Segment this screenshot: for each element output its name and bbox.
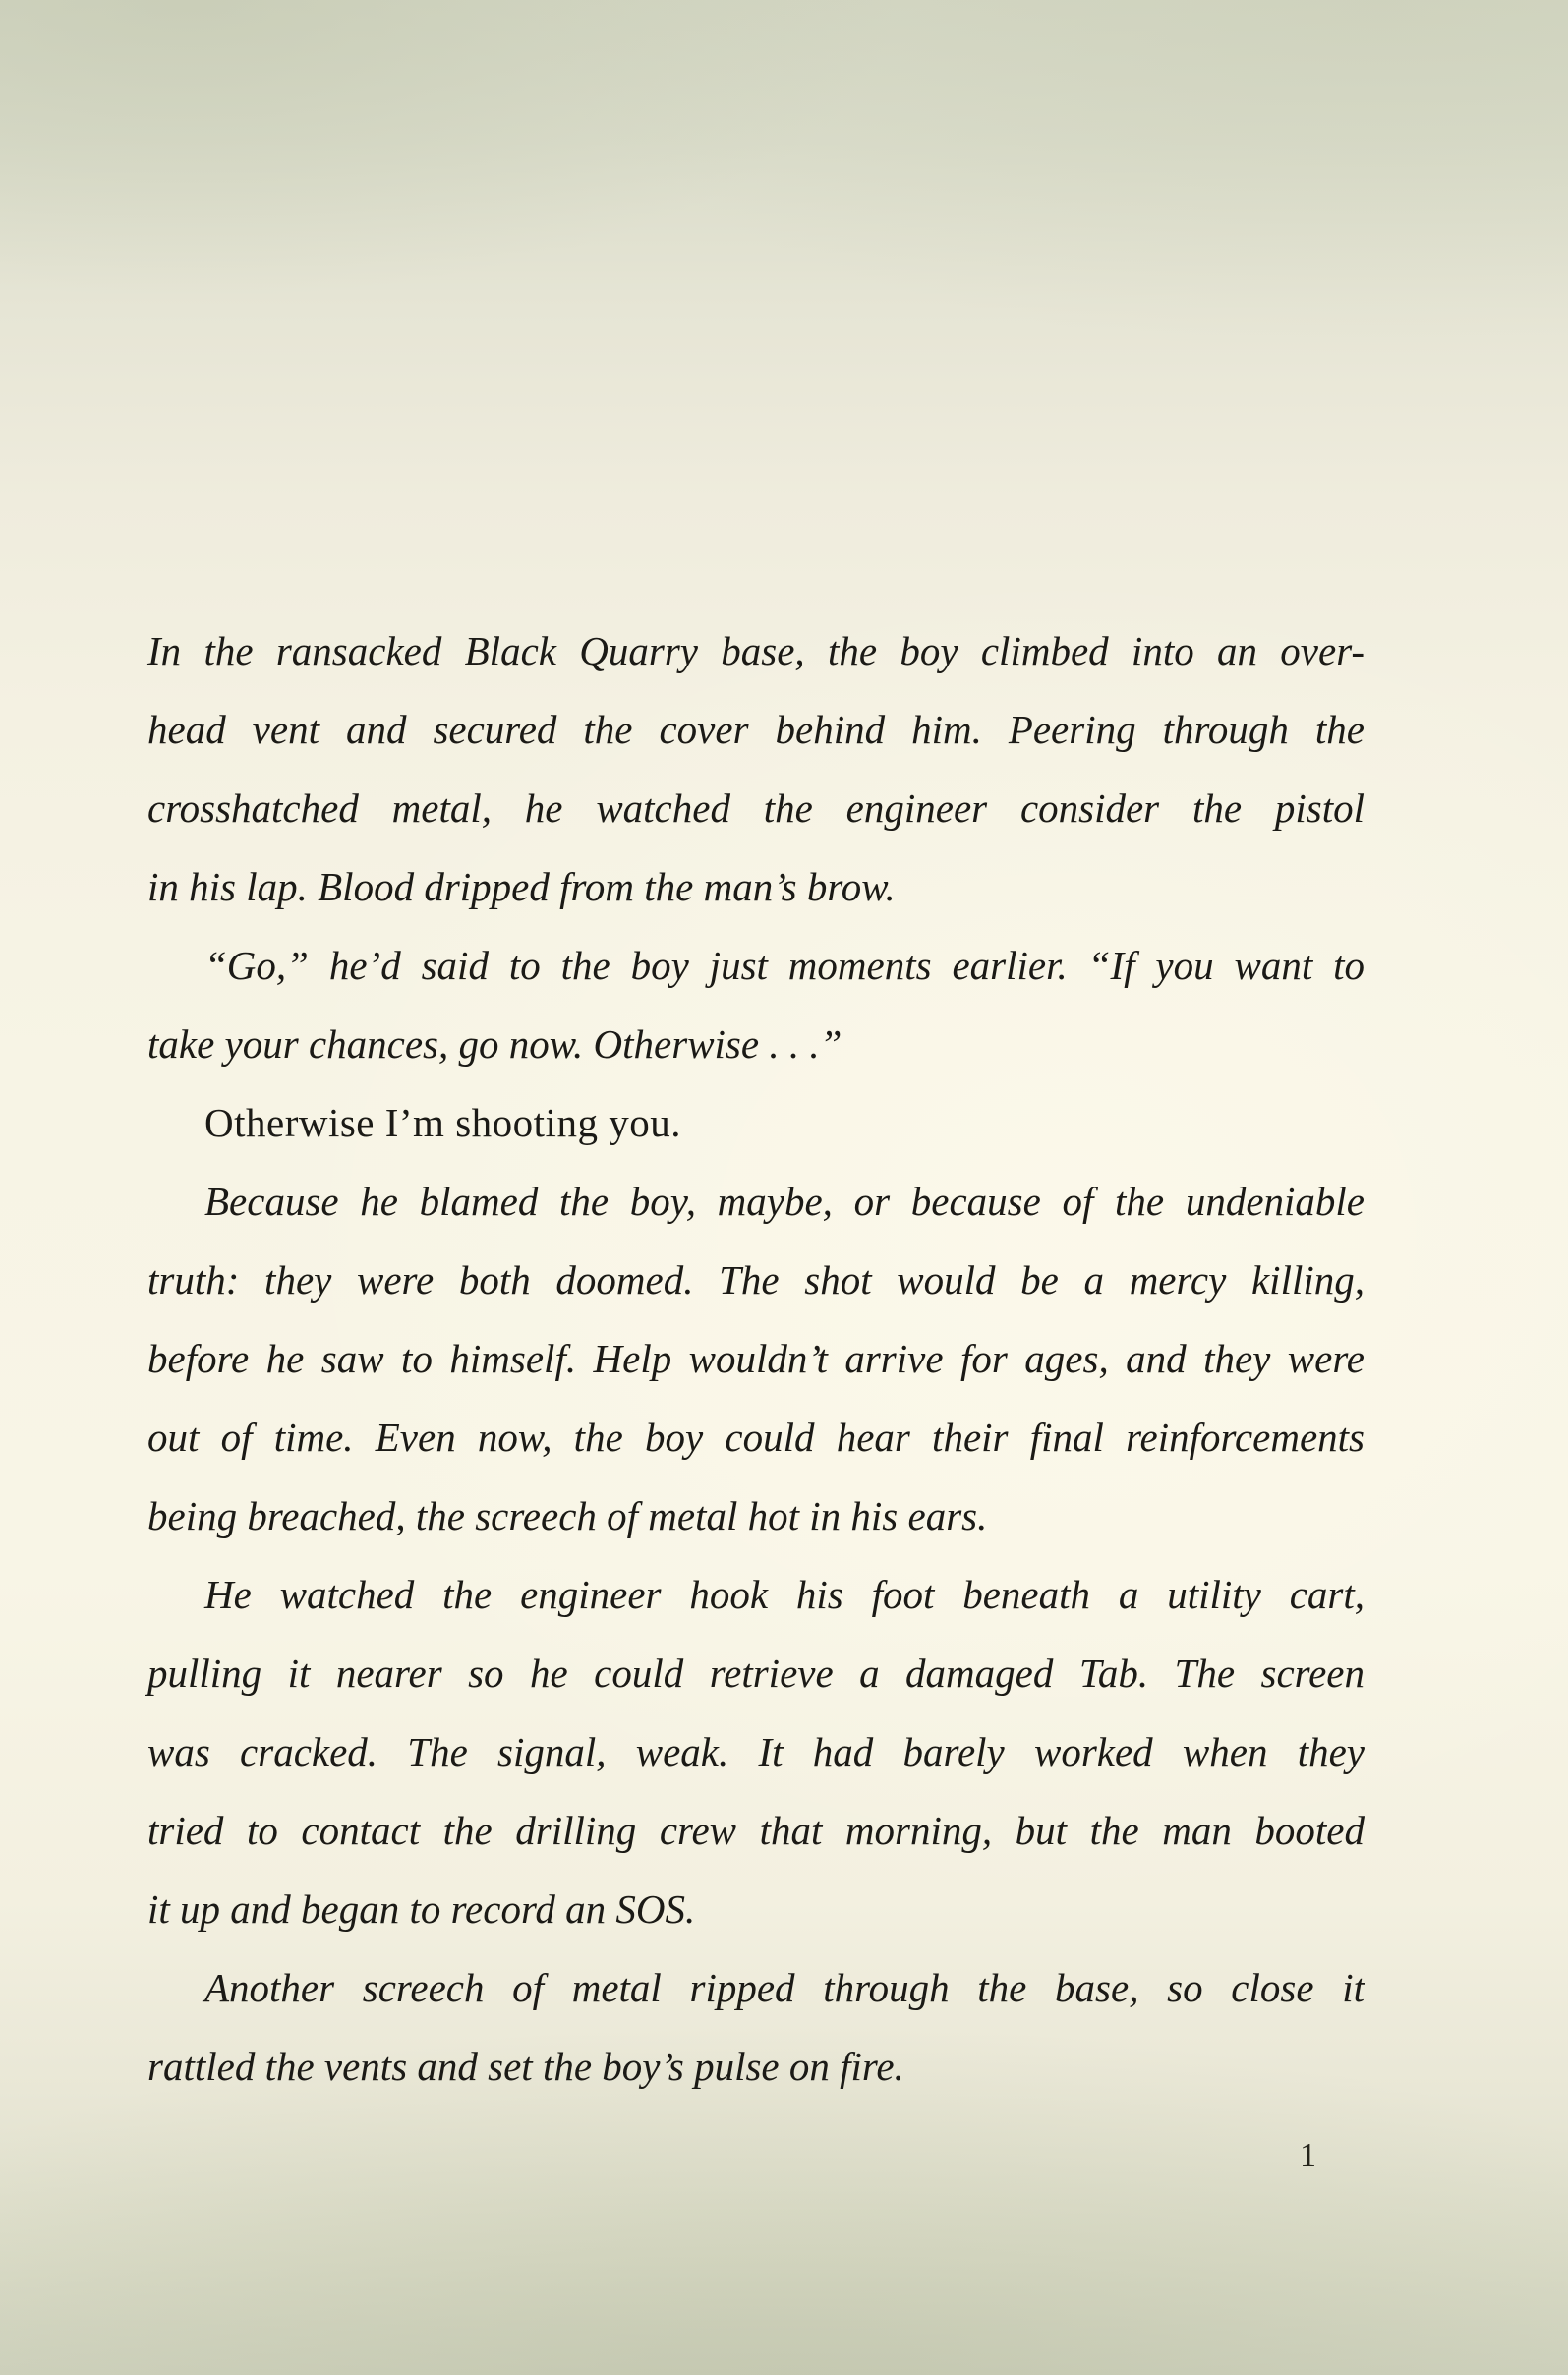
text-line: in his lap. Blood dripped from the man’s brow. bbox=[147, 864, 896, 909]
text-line: “Go,” he’d said to the boy just moments earlier. “If you want to bbox=[204, 943, 1365, 988]
text-line: was cracked. The signal, weak. It had barely worked when they bbox=[147, 1729, 1365, 1774]
text-line: Otherwise I’m shooting you. bbox=[204, 1100, 681, 1145]
text-line: pulling it nearer so he could retrieve a damaged Tab. The screen bbox=[147, 1651, 1365, 1696]
body-text bbox=[147, 611, 1365, 2106]
text-line: truth: they were both doomed. The shot would be a mercy killing, bbox=[147, 1257, 1365, 1303]
text-line: head vent and secured the cover behind him. Peering through the bbox=[147, 707, 1365, 752]
text-line: take your chances, go now. Otherwise . . .” bbox=[147, 1021, 842, 1067]
text-line: In the ransacked Black Quarry base, the boy climbed into an over- bbox=[147, 628, 1365, 673]
page-number: 1 bbox=[1300, 2137, 1316, 2173]
text-line: rattled the vents and set the boy’s pulse on fire. bbox=[147, 2044, 904, 2089]
text-line: before he saw to himself. Help wouldn’t arrive for ages, and they were bbox=[147, 1336, 1365, 1381]
text-line: Another screech of metal ripped through the base, so close it bbox=[204, 1965, 1365, 2010]
text-line: He watched the engineer hook his foot beneath a utility cart, bbox=[204, 1572, 1365, 1617]
text-line: Because he blamed the boy, maybe, or because of the undeniable bbox=[204, 1179, 1365, 1224]
text-line: crosshatched metal, he watched the engineer consider the pistol bbox=[147, 785, 1365, 831]
text-line: being breached, the screech of metal hot in his ears. bbox=[147, 1493, 988, 1538]
text-line: tried to contact the drilling crew that morning, but the man booted bbox=[147, 1808, 1365, 1853]
text-line: out of time. Even now, the boy could hear their final reinforcements bbox=[147, 1415, 1365, 1460]
text-line: it up and began to record an SOS. bbox=[147, 1886, 696, 1932]
